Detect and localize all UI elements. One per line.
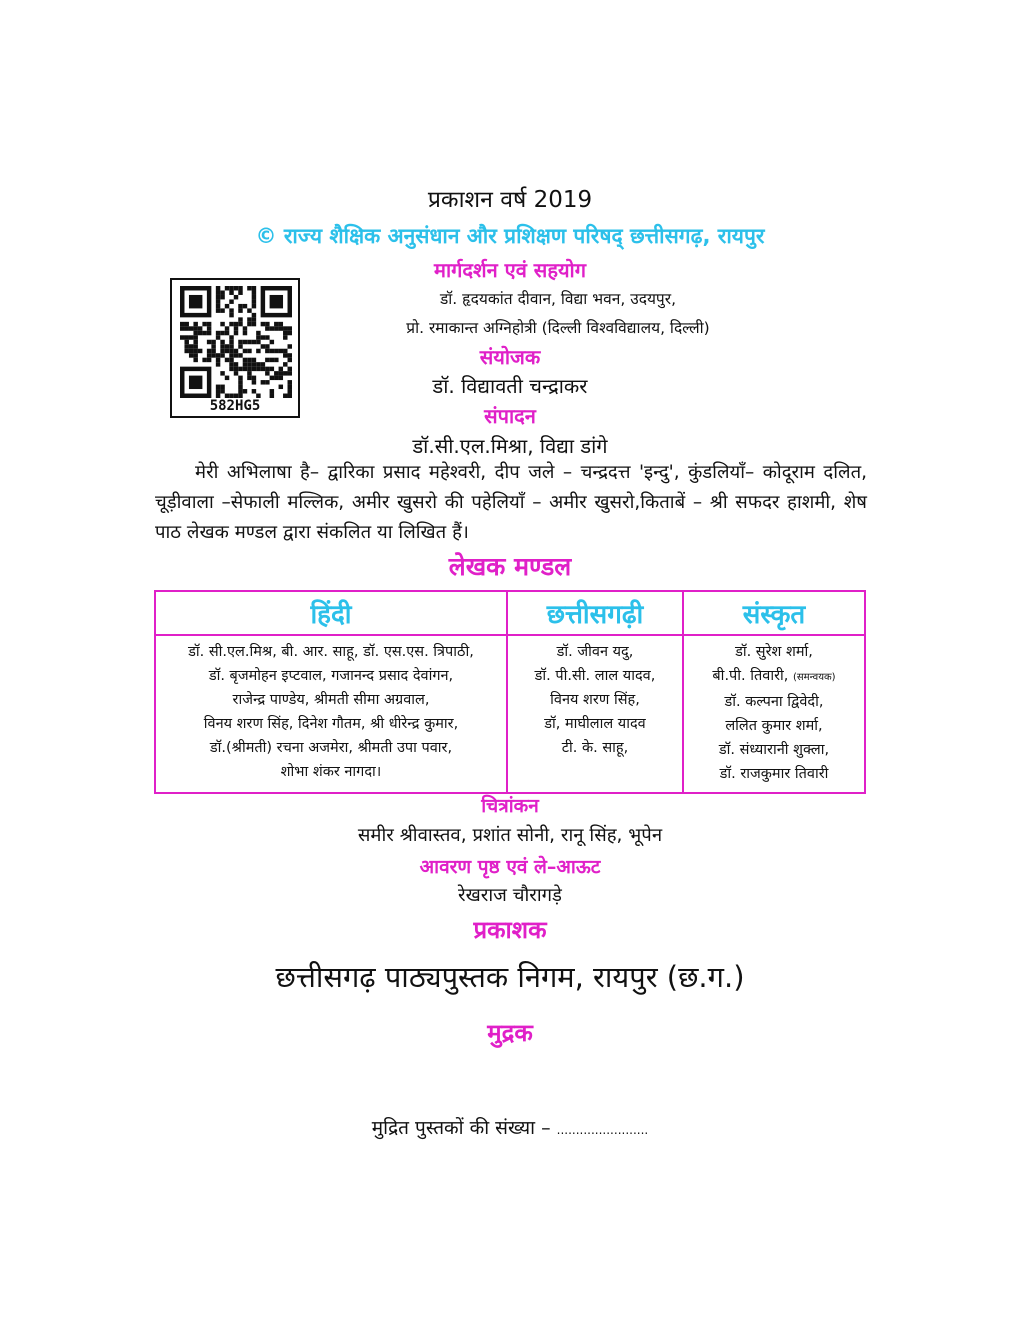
- sanskrit-authors-cell: [683, 635, 865, 793]
- header-hindi: हिंदी: [155, 591, 507, 635]
- author-name: बी.पी. तिवारी,: [712, 668, 794, 684]
- authors-table-header: [155, 591, 865, 635]
- author-line: [686, 714, 862, 738]
- copyright-line: © राज्य शैक्षिक अनुसंधान और प्रशिक्षण परिषद् छत्तीसगढ़, रायपुर: [255, 224, 765, 248]
- coordinator-name: डॉ. विद्यावती चन्द्राकर: [432, 374, 588, 398]
- publisher-heading: प्रकाशक: [473, 916, 547, 944]
- author-name: डॉ. संध्यारानी शुक्ला,: [718, 742, 830, 758]
- author-line: शोभा शंकर नागदा।: [280, 764, 382, 780]
- author-name: डॉ. सुरेश शर्मा,: [735, 644, 813, 660]
- author-line: डॉ. पी.सी. लाल यादव,: [534, 668, 656, 684]
- editing-names: डॉ.सी.एल.मिश्रा, विद्या डांगे: [412, 434, 608, 458]
- header-chhattisgarhi: छत्तीसगढ़ी: [507, 591, 683, 635]
- coordinator-note: (समन्वयक): [793, 672, 836, 683]
- author-line: टी. के. साहू,: [561, 740, 629, 756]
- author-line: डॉ. बृजमोहन इप्टवाल, गजानन्द प्रसाद देवांगन,: [208, 668, 454, 684]
- authors-table: [154, 590, 866, 794]
- author-line: डॉ.(श्रीमती) रचना अजमेरा, श्रीमती उपा पवार,: [209, 740, 453, 756]
- illustration-heading: चित्रांकन: [481, 795, 539, 817]
- author-line: [686, 762, 862, 786]
- publisher-name: छत्तीसगढ़ पाठ्यपुस्तक निगम, रायपुर (छ.ग.): [275, 960, 745, 994]
- publication-year: प्रकाशन वर्ष 2019: [427, 187, 593, 213]
- print-count-label: मुद्रित पुस्तकों की संख्या –: [371, 1117, 551, 1139]
- cover-layout-heading: आवरण पृष्ठ एवं ले–आऊट: [419, 856, 601, 878]
- author-name: डॉ. कल्पना द्विवेदी,: [724, 694, 824, 710]
- author-line: राजेन्द्र पाण्डेय, श्रीमती सीमा अग्रवाल,: [232, 692, 430, 708]
- author-line: [686, 738, 862, 762]
- authors-table-row: [155, 635, 865, 793]
- editing-heading: संपादन: [484, 404, 536, 428]
- author-line: डॉ. सी.एल.मिश्र, बी. आर. साहू, डॉ. एस.एस. त्रिपाठी,: [188, 644, 474, 660]
- author-line: [686, 664, 862, 690]
- qr-code-label: 582HG5: [209, 398, 261, 414]
- printer-heading: मुद्रक: [487, 1019, 533, 1047]
- author-line: [686, 690, 862, 714]
- author-name: ललित कुमार शर्मा,: [725, 718, 823, 734]
- print-count-blank: ........................: [556, 1123, 649, 1137]
- hindi-authors-cell: [155, 635, 507, 793]
- guidance-line-2: प्रो. रमाकान्त अग्निहोत्री (दिल्ली विश्वविद्यालय, दिल्ली): [406, 319, 710, 337]
- print-count-line: [0, 1114, 1020, 1140]
- author-name: डॉ. राजकुमार तिवारी: [719, 766, 829, 782]
- author-line: डॉ, माघीलाल यादव: [544, 716, 646, 732]
- author-line: विनय शरण सिंह,: [550, 692, 640, 708]
- authors-heading: लेखक मण्डल: [448, 552, 572, 581]
- author-line: विनय शरण सिंह, दिनेश गौतम, श्री धीरेन्द्र कुमार,: [203, 716, 459, 732]
- author-line: डॉ. जीवन यदु,: [556, 644, 634, 660]
- illustration-names: समीर श्रीवास्तव, प्रशांत सोनी, रानू सिंह, भूपेन: [357, 825, 663, 846]
- guidance-heading: मार्गदर्शन एवं सहयोग: [433, 258, 586, 282]
- coordinator-heading: संयोजक: [479, 345, 541, 369]
- author-line: [686, 640, 862, 664]
- guidance-line-1: डॉ. हृदयकांत दीवान, विद्या भवन, उदयपुर,: [439, 290, 677, 308]
- credits-paragraph: मेरी अभिलाषा है– द्वारिका प्रसाद महेश्वरी, दीप जले – चन्द्रदत्त 'इन्दु', कुंडलियाँ– कोदूराम दलित, चूड़ीवाला –सेफाली मल्लिक, अमीर खुसरो की पहेलियाँ – अमीर खुसरो,किताबें – श्री सफदर हाशमी, शेष पाठ लेखक मण्डल द्वारा संकलित या लिखित हैं।: [155, 462, 867, 543]
- chhattisgarhi-authors-cell: [507, 635, 683, 793]
- header-sanskrit: संस्कृत: [683, 591, 865, 635]
- cover-layout-name: रेखराज चौरागड़े: [458, 885, 562, 906]
